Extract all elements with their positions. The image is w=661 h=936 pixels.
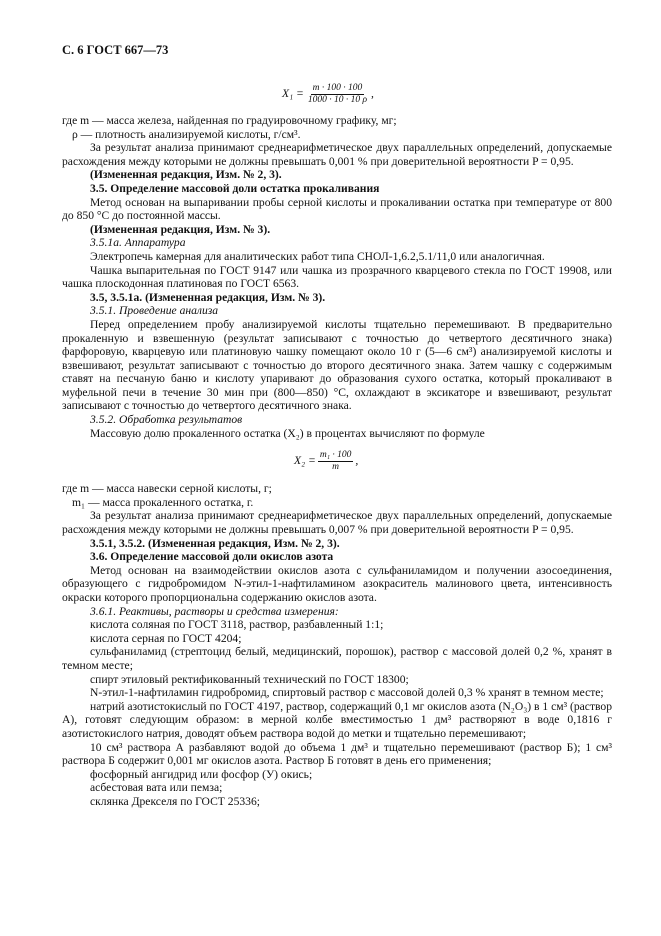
para-procedure: Перед определением пробу анализируемой кислоты тщательно перемешивают. В предварительно прокаленную и взвешенную (результат записывают с точностью до четвертого десятичного знака) фарфоровую, кварцевую или платиновую чашку помещают около 10 г (5—6 см³) анализируемой кислоты и взвешивают, результат записывают с точностью до второго десятичного знака. Затем чашку с содержимым ставят на песчаную баню и кислоту упаривают до образования сухого остатка, который прокаливают в муфельной печи в течение 30 мин при (800—850) °С, охлаждают в эксикаторе и взвешивают, результат записывают с точностью до четвертого десятичного знака. [62,317,612,413]
reagent-hcl: кислота соляная по ГОСТ 3118, раствор, разбавленный 1:1; [90,618,384,632]
para-m1: m₁ — масса прокаленного остатка, г. [72,495,254,509]
formula-x2-fraction [318,450,354,473]
reagent-asbestos: асбестовая вата или пемза; [90,781,223,795]
formula-x1 [282,74,612,114]
section-3-6-1-title: 3.6.1. Реактивы, растворы и средства измерения: [90,604,339,618]
para-method-3-6: Метод основан на взаимодействии окислов азота с сульфаниламидом и получении азосоединения, образующего с гидробромидом N-этил-1-нафтиламином азокраситель малинового цвета, интенсивность окраски которого пропорциональна содержанию окислов азота. [62,563,612,604]
para-amend-4: 3.5.1, 3.5.2. (Измененная редакция, Изм. № 2, 3). [90,536,340,550]
formula-x1-denominator: 1000 · 10 · 10 ρ [307,94,368,105]
formula-x2 [294,442,612,480]
section-3-5-2-title: 3.5.2. Обработка результатов [90,413,243,427]
formula-x1-fraction [306,83,369,106]
para-amend-1: (Измененная редакция, Изм. № 2, 3). [90,168,282,182]
formula-x2-denominator: m [332,461,340,472]
para-amend-2: (Измененная редакция, Изм. № 3). [90,222,271,236]
reagent-h2so4: кислота серная по ГОСТ 4204; [90,631,242,645]
para-dish: Чашка выпарительная по ГОСТ 9147 или чашка из прозрачного кварцевого стекла по ГОСТ 19908, или чашка плоскодонная платиновая по ГОСТ 6563. [62,263,612,291]
formula-x1-numerator: m · 100 · 100 [312,82,363,93]
formula-x1-lhs: X₁ = [282,87,304,101]
section-3-6-title: 3.6. Определение массовой доли окислов азота [90,550,334,564]
reagent-sulfanilamide: сульфаниламид (стрептоцид белый, медицинский, порошок), раствор с массовой долей 0,2 %, хранят в темном месте; [62,645,612,672]
section-3-5-title: 3.5. Определение массовой доли остатка прокаливания [90,181,380,195]
para-calc-intro: Массовую долю прокаленного остатка (X₂) в процентах вычисляют по формуле [90,426,485,440]
document-body [62,74,612,809]
section-3-5-1a-title: 3.5.1а. Аппаратура [90,236,186,250]
page-header: С. 6 ГОСТ 667—73 [62,43,169,57]
formula-x1-tail: , [371,87,374,101]
para-where-m: где m — масса железа, найденная по градуировочному графику, мг; [62,114,397,127]
formula-x2-tail: , [355,454,359,468]
reagent-phosphorus: фосфорный ангидрид или фосфор (У) окись; [90,767,313,781]
para-rho: ρ — плотность анализируемой кислоты, г/см³. [72,127,301,141]
reagent-ethanol: спирт этиловый ректификованный технический по ГОСТ 18300; [90,672,409,686]
reagent-sodium-nitrite: натрий азотистокислый по ГОСТ 4197, раствор, содержащий 0,1 мг окислов азота (N₂O₃) в 1 см³ (раствор А), готовят следующим образом: в мерной колбе вместимостью 1 дм³ растворяют в воде 0,1816 г азотистокислого натрия, доводят объем раствора водой до метки и тщательно перемешивают; [62,699,612,740]
reagent-drechsel: склянка Дрекселя по ГОСТ 25336; [90,794,260,808]
para-method-3-5: Метод основан на выпаривании пробы серной кислоты и прокаливании остатка при температуре от 800 до 850 °С до постоянной массы. [62,195,612,223]
para-result-1: За результат анализа принимают среднеарифметическое двух параллельных определений, допускаемые расхождения между которыми не должны превышать 0,001 % при доверительной вероятности P = 0,95. [62,141,612,168]
para-furnace: Электропечь камерная для аналитических работ типа СНОЛ-1,6.2,5.1/11,0 или аналогичная. [90,249,545,263]
reagent-naphthylamine: N-этил-1-нафтиламин гидробромид, спиртовый раствор с массовой долей 0,3 % хранят в темном месте; [90,686,604,700]
formula-x2-lhs: X₂ = [294,454,316,468]
formula-x2-numerator: m₁ · 100 [319,449,352,460]
para-where-m2: где m — масса навески серной кислоты, г; [62,482,272,496]
para-result-2: За результат анализа принимают среднеарифметическое двух параллельных определений, допускаемые расхождения между которыми не должны превышать 0,007 % при доверительной вероятности P = 0,95. [62,509,612,537]
solution-b: 10 см³ раствора А разбавляют водой до объема 1 дм³ и тщательно перемешивают (раствор Б); 1 см³ раствора Б содержит 0,001 мг окислов азота. Раствор Б готовят в день его применения; [62,740,612,768]
para-amend-3: 3.5, 3.5.1а. (Измененная редакция, Изм. № 3). [90,290,326,304]
section-3-5-1-title: 3.5.1. Проведение анализа [90,304,219,318]
